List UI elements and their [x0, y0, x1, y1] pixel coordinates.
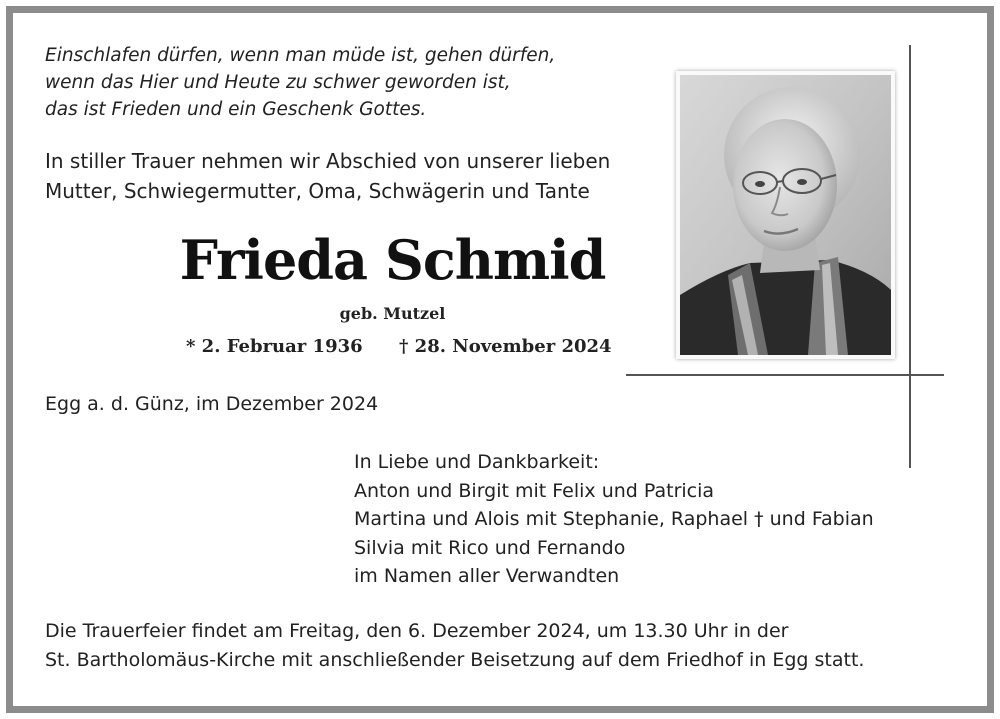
funeral-notice — [45, 617, 864, 674]
death-date: † 28. November 2024 — [399, 336, 612, 357]
birth-date: * 2. Februar 1936 — [186, 336, 363, 357]
place-date: Egg a. d. Günz, im Dezember 2024 — [45, 393, 379, 415]
portrait-photo — [680, 75, 891, 355]
intro-line-2: Mutter, Schwiegermutter, Oma, Schwägerin und Tante — [45, 179, 590, 203]
funeral-line-1: Die Trauerfeier findet am Freitag, den 6. Dezember 2024, um 13.30 Uhr in der — [45, 620, 789, 642]
verse-line-1: Einschlafen dürfen, wenn man müde ist, gehen dürfen, — [45, 45, 556, 66]
cross-vertical-line — [909, 45, 911, 468]
portrait-photo-frame — [676, 71, 895, 359]
cross-horizontal-line — [626, 374, 944, 376]
portrait-illustration — [680, 75, 891, 355]
mourner-line: Martina und Alois mit Stephanie, Raphael † und Fabian — [354, 508, 874, 530]
intro-text — [45, 146, 610, 206]
mourner-line: Anton und Birgit mit Felix und Patricia — [354, 479, 715, 502]
mourners-heading: In Liebe und Dankbarkeit: — [354, 451, 600, 473]
funeral-line-2: St. Bartholomäus-Kirche mit anschließender Beisetzung auf dem Friedhof in Egg statt. — [45, 648, 865, 671]
mourners-list — [354, 448, 874, 591]
maiden-name: geb. Mutzel — [339, 304, 446, 323]
intro-line-1: In stiller Trauer nehmen wir Abschied von unserer lieben — [45, 149, 611, 173]
verse-line-2: wenn das Hier und Heute zu schwer geworden ist, — [45, 72, 511, 93]
mourner-line: Silvia mit Rico und Fernando — [354, 536, 626, 559]
deceased-name: Frieda Schmid — [179, 228, 606, 292]
mourner-line: im Namen aller Verwandten — [354, 565, 620, 587]
verse — [45, 42, 555, 123]
verse-line-3: das ist Frieden und ein Geschenk Gottes. — [45, 99, 427, 120]
